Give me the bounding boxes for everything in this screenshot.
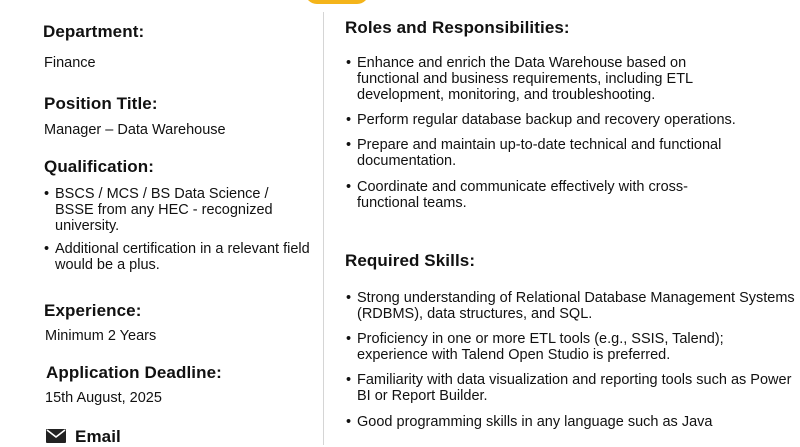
application-deadline-value: 15th August, 2025: [45, 390, 162, 406]
skill-item: • Familiarity with data visualization and reporting tools such as Power BI or Report Builder.: [346, 372, 797, 404]
role-item: • Coordinate and communicate effectively with cross-functional teams.: [346, 179, 692, 211]
department-heading: Department:: [43, 22, 145, 41]
role-item: • Perform regular database backup and recovery operations.: [346, 112, 796, 128]
qualification-item: • Additional certification in a relevant field would be a plus.: [44, 241, 316, 273]
job-details-column: [0, 0, 318, 445]
qualification-heading: Qualification:: [44, 157, 155, 176]
skills-list: [346, 290, 796, 430]
role-item: • Enhance and enrich the Data Warehouse based on functional and business requirements, including ETL development, monitoring, and troubleshooting.: [346, 55, 737, 103]
envelope-icon: [46, 429, 66, 443]
position-title-value: Manager – Data Warehouse: [44, 122, 226, 138]
roles-list: [346, 55, 796, 211]
job-description-column: [344, 0, 800, 445]
skill-item: • Strong understanding of Relational Database Management Systems (RDBMS), data structures, and SQL.: [346, 290, 800, 322]
qualification-list: [44, 186, 316, 273]
skill-item: • Good programming skills in any language such as Java: [346, 414, 800, 430]
experience-value: Minimum 2 Years: [45, 328, 157, 344]
qualification-item: • BSCS / MCS / BS Data Science / BSSE from any HEC - recognized university.: [44, 186, 310, 234]
application-deadline-heading: Application Deadline:: [46, 363, 222, 382]
experience-heading: Experience:: [44, 301, 142, 320]
email-label: Email: [75, 427, 121, 446]
column-divider: [323, 12, 324, 445]
required-skills-heading: Required Skills:: [345, 251, 476, 270]
role-item: • Prepare and maintain up-to-date technical and functional documentation.: [346, 137, 782, 169]
skill-item: • Proficiency in one or more ETL tools (e.g., SSIS, Talend); experience with Talend Open Studio is preferred.: [346, 331, 797, 363]
roles-heading: Roles and Responsibilities:: [345, 18, 570, 37]
department-value: Finance: [44, 55, 96, 71]
position-title-heading: Position Title:: [44, 94, 158, 113]
